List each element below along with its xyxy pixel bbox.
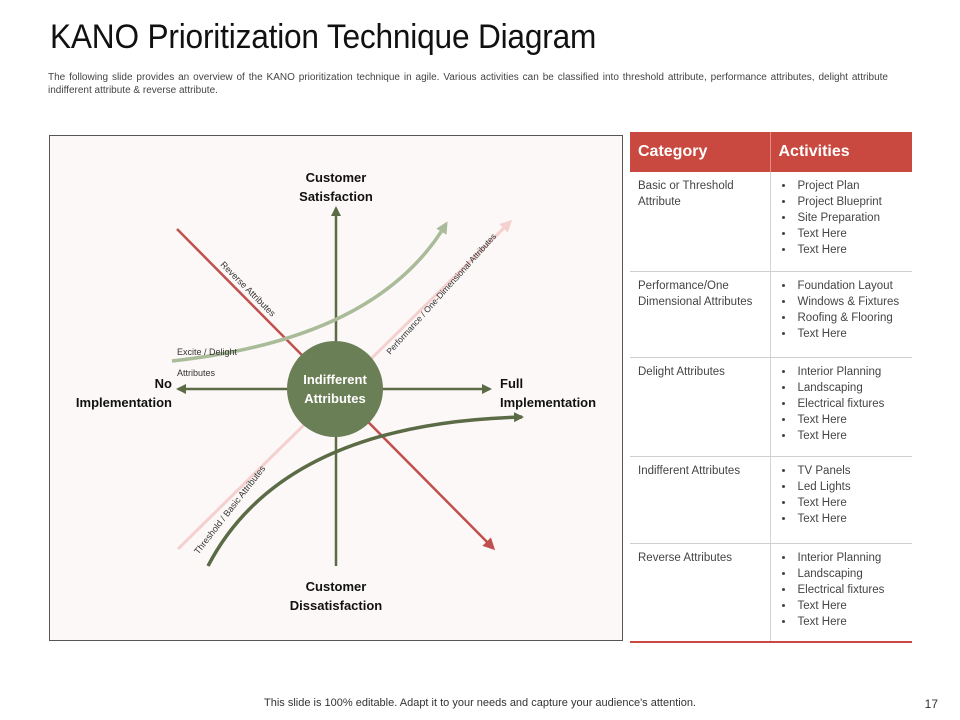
- activity-item: • Project Blueprint: [795, 194, 905, 210]
- excite-delight-label: Excite / Delight Attributes: [177, 347, 238, 378]
- activities-cell: [770, 543, 912, 642]
- activity-item: • Landscaping: [795, 566, 905, 582]
- customer-dissatisfaction-label: Customer Dissatisfaction: [289, 579, 383, 613]
- activity-item: • Text Here: [795, 242, 905, 258]
- activity-item: • Interior Planning: [795, 364, 905, 380]
- activities-cell: [770, 172, 912, 271]
- table-row: [630, 172, 912, 271]
- activity-item: • Text Here: [795, 326, 905, 342]
- activity-item: • Roofing & Flooring: [795, 310, 905, 326]
- activity-item: • TV Panels: [795, 463, 905, 479]
- activity-item: • Landscaping: [795, 380, 905, 396]
- activity-item: • Text Here: [795, 226, 905, 242]
- activity-item: • Electrical fixtures: [795, 396, 905, 412]
- threshold-curve: [208, 417, 522, 566]
- category-cell: Reverse Attributes: [630, 543, 770, 642]
- header-activities: Activities: [770, 132, 912, 172]
- customer-satisfaction-label: Customer Satisfaction: [299, 170, 373, 204]
- activity-item: • Text Here: [795, 428, 905, 444]
- activity-item: • Electrical fixtures: [795, 582, 905, 598]
- slide-title: KANO Prioritization Technique Diagram: [50, 18, 597, 56]
- activity-item: • Interior Planning: [795, 550, 905, 566]
- kano-category-table: [630, 132, 912, 643]
- activity-item: • Led Lights: [795, 479, 905, 495]
- header-category: Category: [630, 132, 770, 172]
- threshold-attributes-label: Threshold / Basic Attributes: [192, 463, 268, 557]
- category-cell: Basic or Threshold Attribute: [630, 172, 770, 271]
- activities-cell: [770, 357, 912, 456]
- activity-item: • Text Here: [795, 614, 905, 630]
- activity-item: • Site Preparation: [795, 210, 905, 226]
- slide-subtitle: The following slide provides an overview of the KANO prioritization technique in agile. Various activities can be classified into threshold attribute, performance attributes, delight attribute indifferent attribute & reverse attribute.: [48, 72, 888, 96]
- activity-item: • Text Here: [795, 495, 905, 511]
- table-row: [630, 456, 912, 543]
- activity-item: • Text Here: [795, 598, 905, 614]
- kano-diagram: [49, 135, 623, 641]
- activity-item: • Project Plan: [795, 178, 905, 194]
- table-row: [630, 543, 912, 642]
- activity-item: • Windows & Fixtures: [795, 294, 905, 310]
- activity-item: • Foundation Layout: [795, 278, 905, 294]
- activities-cell: [770, 456, 912, 543]
- table-header-row: [630, 132, 912, 172]
- page-number: 17: [924, 697, 938, 711]
- performance-attributes-label: Performance / One-Dimensional Attributes: [384, 231, 499, 357]
- category-cell: Indifferent Attributes: [630, 456, 770, 543]
- table-row: [630, 271, 912, 357]
- no-implementation-label: No Implementation: [75, 376, 172, 410]
- activities-cell: [770, 271, 912, 357]
- category-cell: Delight Attributes: [630, 357, 770, 456]
- reverse-attributes-label: Reverse Attributes: [218, 259, 278, 319]
- slide-footer: This slide is 100% editable. Adapt it to your needs and capture your audience's attention.: [264, 697, 696, 709]
- indifferent-attributes-circle: Indifferent Attributes: [287, 341, 383, 437]
- activity-item: • Text Here: [795, 412, 905, 428]
- activity-item: • Text Here: [795, 511, 905, 527]
- table-row: [630, 357, 912, 456]
- category-cell: Performance/One Dimensional Attributes: [630, 271, 770, 357]
- full-implementation-label: Full Implementation: [500, 376, 597, 410]
